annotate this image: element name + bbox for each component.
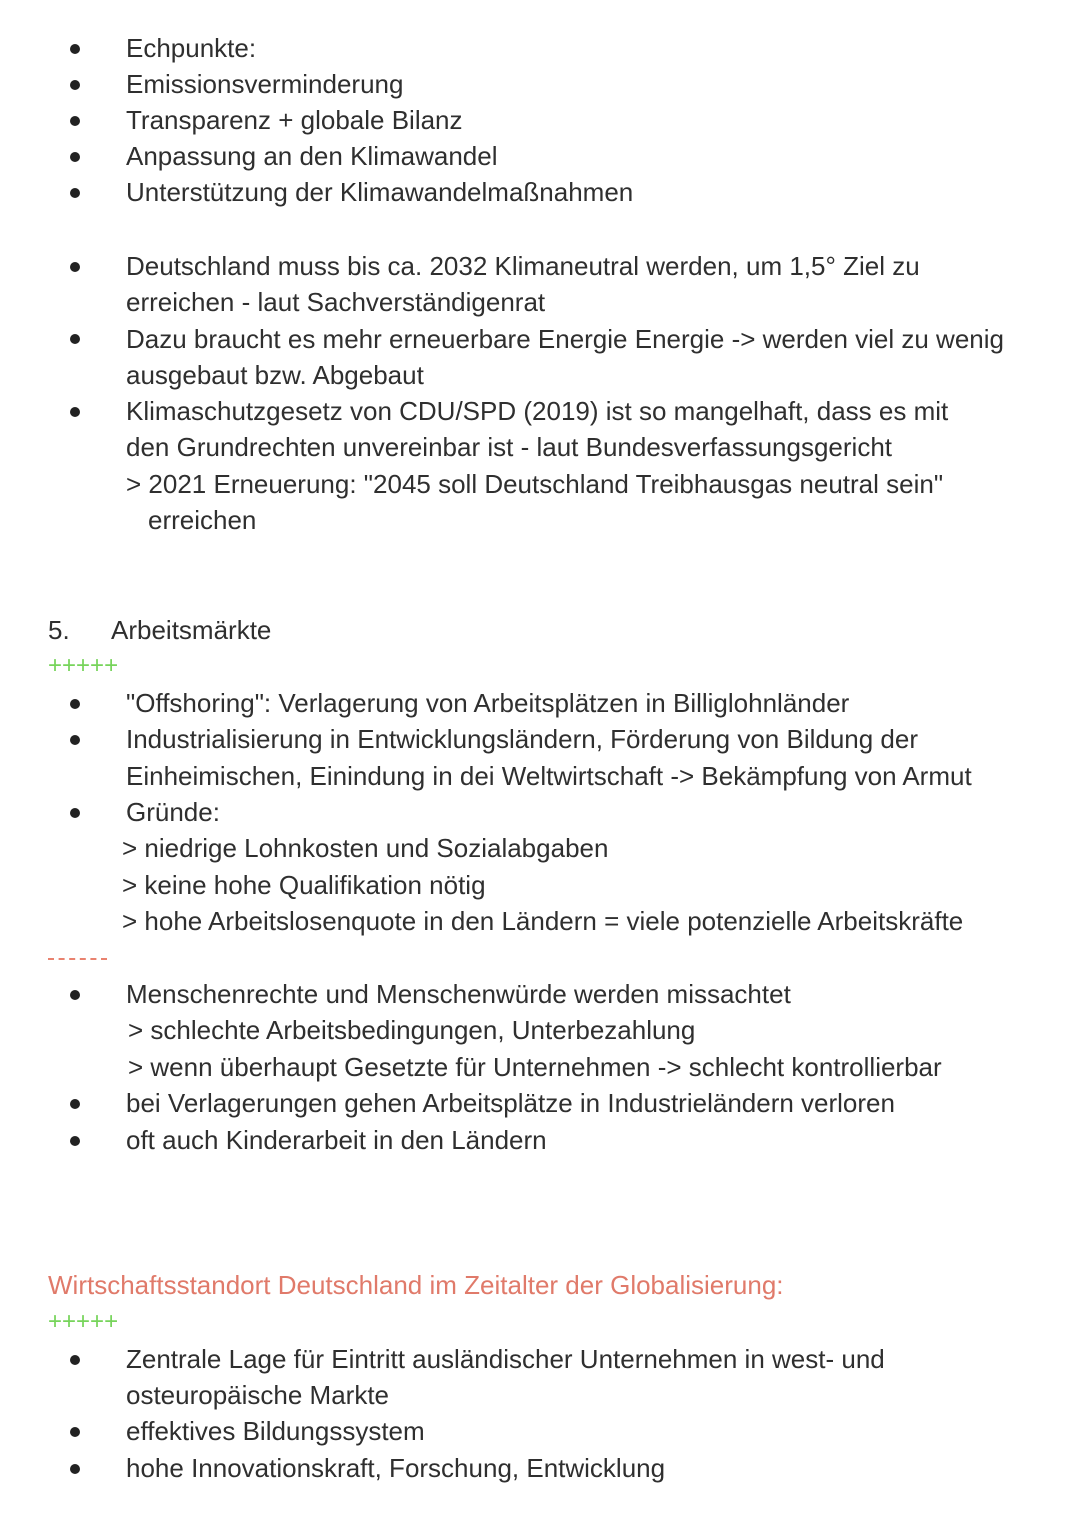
bullet-icon [70,699,80,709]
list-item: hohe Innovationskraft, Forschung, Entwicklung [126,1453,666,1483]
list-item: oft auch Kinderarbeit in den Ländern [126,1125,547,1155]
list-item: Emissionsverminderung [126,69,404,99]
minus-divider [48,958,107,960]
list-item: Echpunkte: [126,33,257,63]
sub-point: > keine hohe Qualifikation nötig [122,870,486,900]
sub-point: > hohe Arbeitslosenquote in den Ländern = viele potenzielle Arbeitskräfte [122,906,964,936]
bullet-icon [70,407,80,417]
plus-marker: +++++ [48,652,119,679]
bullet-icon [70,1099,80,1109]
paragraph-line: Deutschland muss bis ca. 2032 Klimaneutral werden, um 1,5° Ziel zu [126,251,920,281]
sub-point: > wenn überhaupt Gesetzte für Unternehmen -> schlecht kontrollierbar [128,1052,942,1082]
bullet-icon [70,1427,80,1437]
bullet-icon [70,735,80,745]
list-item: effektives Bildungssystem [126,1416,425,1446]
bullet-icon [70,262,80,272]
bullet-icon [70,1464,80,1474]
list-item: Industrialisierung in Entwicklungsländern, Förderung von Bildung der [126,724,919,754]
sub-point: > schlechte Arbeitsbedingungen, Unterbezahlung [128,1015,696,1045]
list-item: Anpassung an den Klimawandel [126,141,498,171]
section-title: Arbeitsmärkte [111,615,272,645]
paragraph-line: Klimaschutzgesetz von CDU/SPD (2019) ist so mangelhaft, dass es mit [126,396,949,426]
paragraph-line: Dazu braucht es mehr erneuerbare Energie Energie -> werden viel zu wenig [126,324,1004,354]
list-item: Menschenrechte und Menschenwürde werden missachtet [126,979,791,1009]
bullet-icon [70,1355,80,1365]
bullet-icon [70,808,80,818]
bullet-icon [70,152,80,162]
paragraph-line: ausgebaut bzw. Abgebaut [126,360,424,390]
list-item: Transparenz + globale Bilanz [126,105,463,135]
section-heading: Wirtschaftsstandort Deutschland im Zeitalter der Globalisierung: [48,1270,784,1300]
list-item: Zentrale Lage für Eintritt ausländischer Unternehmen in west- und [126,1344,885,1374]
paragraph-line: den Grundrechten unvereinbar ist - laut Bundesverfassungsgericht [126,432,892,462]
section-number: 5. [48,615,70,645]
paragraph-subline: erreichen [148,505,257,535]
bullet-icon [70,44,80,54]
list-item-continuation: Einheimischen, Einindung in dei Weltwirtschaft -> Bekämpfung von Armut [126,761,972,791]
paragraph-line: erreichen - laut Sachverständigenrat [126,287,546,317]
sub-point: > niedrige Lohnkosten und Sozialabgaben [122,833,609,863]
bullet-icon [70,188,80,198]
plus-marker: +++++ [48,1308,119,1335]
list-item: bei Verlagerungen gehen Arbeitsplätze in Industrieländern verloren [126,1088,895,1118]
list-item: Unterstützung der Klimawandelmaßnahmen [126,177,634,207]
bullet-icon [70,990,80,1000]
bullet-icon [70,80,80,90]
paragraph-subline: > 2021 Erneuerung: "2045 soll Deutschland Treibhausgas neutral sein" [126,469,944,499]
bullet-icon [70,116,80,126]
list-item: Gründe: [126,797,220,827]
bullet-icon [70,1136,80,1146]
bullet-icon [70,334,80,344]
list-item-continuation: osteuropäische Markte [126,1380,390,1410]
list-item: "Offshoring": Verlagerung von Arbeitsplätzen in Billiglohnländer [126,688,850,718]
